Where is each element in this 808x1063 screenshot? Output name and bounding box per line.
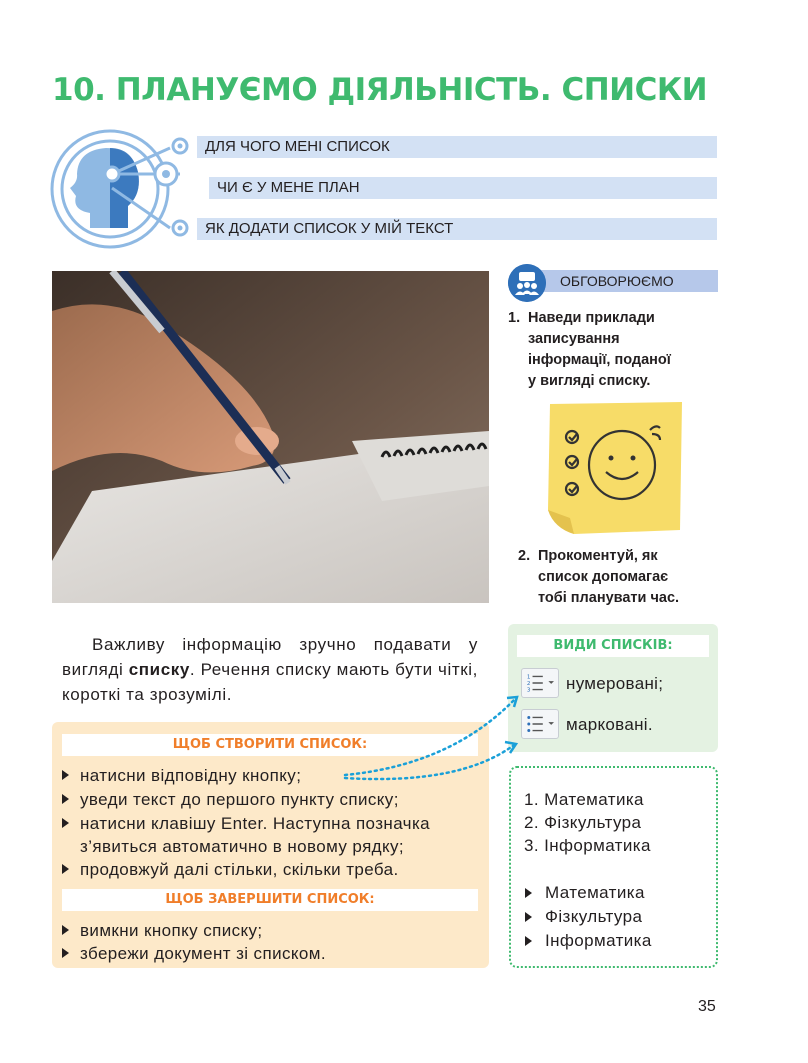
question-line: Наведи приклади [528,310,655,326]
topic-3: ЯК ДОДАТИ СПИСОК У МІЙ ТЕКСТ [197,218,717,240]
bullet-triangle-icon [62,925,69,935]
create-step: натисни відповідну кнопку; [80,766,302,785]
create-step-continued: з’явиться автоматично в новому рядку; [80,837,405,856]
intro-text: . Речення списку мають бути чіткі, короткі та зрозумілі. [62,660,478,704]
numbered-example-item: 1. Математика [524,790,644,809]
create-step: натисни клавішу Enter. Наступна позначка [80,814,431,833]
list-types-box [508,624,718,752]
finish-header: ЩОБ ЗАВЕРШИТИ СПИСОК: [62,889,478,911]
discussion-group-icon [508,264,546,302]
question-number: 1. [508,310,521,326]
create-list-box [52,722,489,968]
bullet-triangle-icon [62,770,69,780]
head-profile-icon [50,128,200,250]
bulleted-example-item: Інформатика [545,931,652,950]
numbered-label: нумеровані; [566,674,664,693]
numbered-example-item: 3. Інформатика [524,836,651,855]
discuss-question-1 [508,308,718,392]
question-line: тобі планувати час. [538,590,680,606]
intro-text: Важливу інформацію зручно подавати у вигляді [62,635,478,679]
question-line: інформації, поданої [528,352,671,368]
bullet-triangle-icon [62,948,69,958]
topic-2: ЧИ Є У МЕНЕ ПЛАН [209,177,717,199]
bulleted-label: марковані. [566,715,653,734]
create-header: ЩОБ СТВОРИТИ СПИСОК: [62,734,478,756]
list-types-header: ВИДИ СПИСКІВ: [517,635,709,657]
example-list-box [509,766,718,968]
bullet-triangle-icon [525,912,532,922]
finish-step: збережи документ зі списком. [80,944,326,963]
bullet-triangle-icon [525,888,532,898]
finish-step: вимкни кнопку списку; [80,921,263,940]
writing-hand-photo [52,271,489,603]
svg-text:3: 3 [526,687,531,694]
question-line: у вигляді списку. [528,373,651,389]
bulleted-list-button-icon[interactable] [521,709,559,739]
intro-bold-term: списку [128,660,190,679]
discuss-question-2 [518,546,718,609]
page-number: 35 [698,998,716,1015]
intro-paragraph [62,632,478,707]
discuss-banner [508,264,718,302]
bullet-triangle-icon [525,936,532,946]
numbered-example-item: 2. Фізкультура [524,813,642,832]
bullet-triangle-icon [62,794,69,804]
numbered-list-button-icon[interactable] [521,668,559,698]
question-line: Прокоментуй, як [538,548,658,564]
page-title: 10. ПЛАНУЄМО ДІЯЛЬНІСТЬ. СПИСКИ [52,72,708,108]
sticky-note-smiley-icon [540,400,688,540]
question-line: записування [528,331,620,347]
svg-text:2: 2 [526,680,531,687]
create-step: уведи текст до першого пункту списку; [80,790,399,809]
question-number: 2. [518,548,531,564]
svg-text:1: 1 [526,674,531,681]
question-line: список допомагає [538,569,669,585]
bulleted-example-item: Фізкультура [545,907,643,926]
bulleted-example-item: Математика [545,883,645,902]
bullet-triangle-icon [62,818,69,828]
bullet-triangle-icon [62,864,69,874]
topic-1: ДЛЯ ЧОГО МЕНІ СПИСОК [197,136,717,158]
discuss-label: ОБГОВОРЮЄМО [526,270,718,292]
create-step: продовжуй далі стільки, скільки треба. [80,860,399,879]
